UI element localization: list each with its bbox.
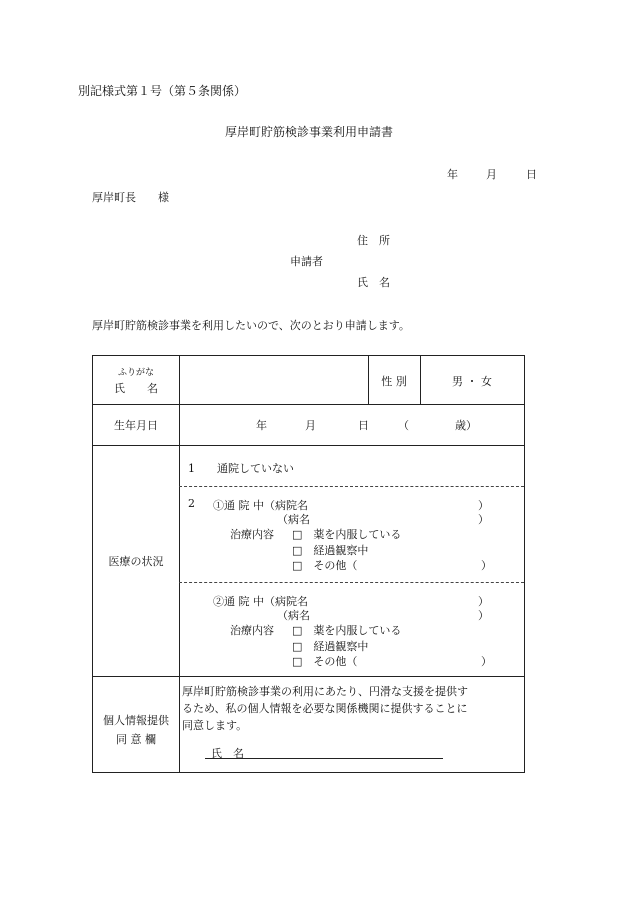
row-divider-2 <box>93 445 524 446</box>
visit2-treatment-medication[interactable]: □ 薬を内服している <box>292 624 402 637</box>
applicant-label: 申請者 <box>290 255 323 268</box>
visit1-treatment-observation[interactable]: □ 経過観察中 <box>292 544 369 557</box>
birth-year: 年 <box>256 419 267 432</box>
medical-dash-2 <box>179 582 524 583</box>
name-label: 氏 名 <box>114 382 158 395</box>
option-visiting-number: 2 <box>188 497 195 510</box>
date-day: 日 <box>526 168 537 181</box>
application-table <box>92 355 525 773</box>
birth-month: 月 <box>305 419 316 432</box>
date-month: 月 <box>486 168 497 181</box>
form-id: 別記様式第１号（第５条関係） <box>78 84 247 98</box>
visit1-treatment-medication[interactable]: □ 薬を内服している <box>292 528 402 541</box>
consent-label-line1: 個人情報提供 <box>103 714 169 727</box>
visit1-close3: ） <box>481 559 492 572</box>
addressee: 厚岸町長 様 <box>92 191 169 204</box>
visit1-close2: ） <box>478 513 489 526</box>
age-open: （ <box>398 419 409 432</box>
row-divider-3 <box>93 676 524 677</box>
sex-options[interactable]: 男 ・ 女 <box>452 375 492 388</box>
visit2-status: ②通 院 中（病院名 <box>213 595 308 608</box>
visit2-treatment-other[interactable]: □ その他（ <box>292 655 358 668</box>
visit1-disease: （病名 <box>277 513 310 526</box>
date-year: 年 <box>447 168 458 181</box>
visit2-disease: （病名 <box>277 609 310 622</box>
consent-text-line3: 同意します。 <box>182 719 248 732</box>
sex-label: 性 別 <box>381 375 407 388</box>
form-title: 厚岸町貯筋検診事業利用申請書 <box>225 125 394 139</box>
visit2-close3: ） <box>481 655 492 668</box>
row-divider-1 <box>93 404 524 405</box>
consent-signature-line[interactable] <box>205 758 443 759</box>
consent-label-line2: 同 意 欄 <box>116 733 156 746</box>
medical-dash-1 <box>179 486 524 487</box>
visit2-close2: ） <box>478 609 489 622</box>
consent-text-line1: 厚岸町貯筋検診事業の利用にあたり、円滑な支援を提供す <box>182 685 468 698</box>
consent-name-label: 氏 名 <box>211 747 244 760</box>
address-label: 住 所 <box>357 234 390 247</box>
age-label: 歳） <box>455 419 477 432</box>
medical-label: 医療の状況 <box>108 555 164 568</box>
visit2-treatment-label: 治療内容 <box>230 624 274 637</box>
visit1-status: ①通 院 中（病院名 <box>213 499 308 512</box>
visit2-treatment-observation[interactable]: □ 経過観察中 <box>292 640 369 653</box>
visit1-treatment-label: 治療内容 <box>230 528 274 541</box>
applicant-name-label: 氏 名 <box>357 276 390 289</box>
birth-label: 生年月日 <box>114 419 158 432</box>
furigana-label: ふりがな <box>117 368 154 378</box>
name-input[interactable] <box>181 358 367 402</box>
visit1-close1: ） <box>478 499 489 512</box>
consent-text-line2: るため、私の個人情報を必要な関係機関に提供することに <box>182 702 468 715</box>
visit1-treatment-other[interactable]: □ その他（ <box>292 559 358 572</box>
visit2-close1: ） <box>478 595 489 608</box>
birth-day: 日 <box>358 419 369 432</box>
intro-text: 厚岸町貯筋検診事業を利用したいので、次のとおり申請します。 <box>92 319 410 332</box>
option-not-visiting[interactable]: 1 通院していない <box>188 462 294 475</box>
label-column-divider <box>179 356 180 772</box>
